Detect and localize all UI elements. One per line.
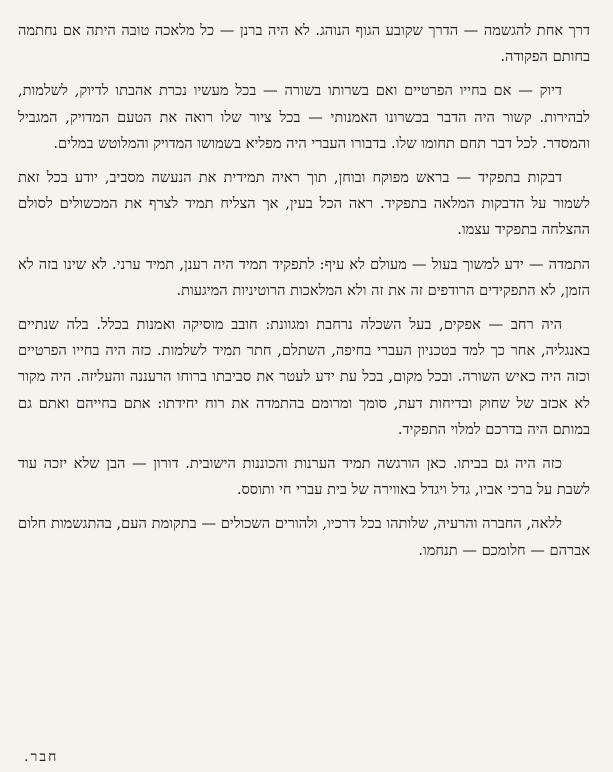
paragraph-path-to-fulfillment: דרך אחת להגשמה — הדרך שקובע הגוף הנוהג. לא היה ברנן — כל מלאכה טובה היתה אם נחתמה בחותם הפקודה. (18, 22, 590, 66)
author-signature: חבר. (24, 749, 59, 765)
paragraph-devotion-to-duty: דבקות בתפקיד — בראש מפוקח ובוחן, תוך ראיה תמידית את הנעשה מסביב, יודע בכל זאת לשמור על הדבקות המלאה בתפקיד. ראה הכל בעין, אך הצליח תמיד לצרף את המכשולים לסולם ההצלחה בתפקיד עצמו. (18, 169, 590, 239)
paragraph-home-life: כזה היה גם בביתו. כאן הורגשה תמיד הערנות והכוננות הישובית. דורון — הבן שלא יזכה עוד לשבת על ברכי אביו, גדל ויגדל באווירה של בית עברי חי ותוסס. (18, 455, 590, 499)
paragraph-precision: דיוק — אם בחייו הפרטיים ואם בשרותו בשורה — בכל מעשיו נכרת אהבתו לדיוק, לשלמות, לבהירות. קשור היה הדבר בכשרונו האמנותי — בכל ציור שלו רואה את הטעם המדויק, המגביל והמסדר. לכל דבר תחם תחומו שלו. בדבורו העברי היה מפליא בשמושו המדויק והמלוטש במלים. (18, 82, 590, 152)
memorial-text-page (18, 18, 590, 758)
paragraph-consolation: ללאה, החברה והרעיה, שלותהו בכל דרכיו, ולהורים השכולים — בתקומת העם, בהתגשמות חלום אברהם — חלומכם — תנחמו. (18, 515, 590, 559)
paragraph-perseverance: התמדה — ידע למשוך בעול — מעולם לא עיף: לתפקיד תמיד היה רענן, תמיד ערני. לא שינו בזה לא הזמן, לא התפקידים הרודפים זה את זה ולא המלאכות הרוטיניות המיגעות. (18, 255, 590, 299)
paragraph-broad-horizons: היה רחב — אפקים, בעל השכלה נרחבת ומגוונת: חובב מוסיקה ואמנות בכלל. בלה שנתיים באנגליה, אחר כך למד בטכניון העברי בחיפה, השתלם, חתר תמיד לשלמות. כזה היה בחייו הפרטיים וכזה היה כאיש השורה. ובכל מקום, בכל עת ידע לעטר את סביבתו ברוחו הרעננה והעליזה. היה מקור לא אכזב של שחוק ובדיחות דעת, סומך ומרומם בהתמדה את רוח יחידתו: אתם בחייהם ואתם גם במותם היה בדרכם למלוי התפקיד. (18, 316, 590, 438)
